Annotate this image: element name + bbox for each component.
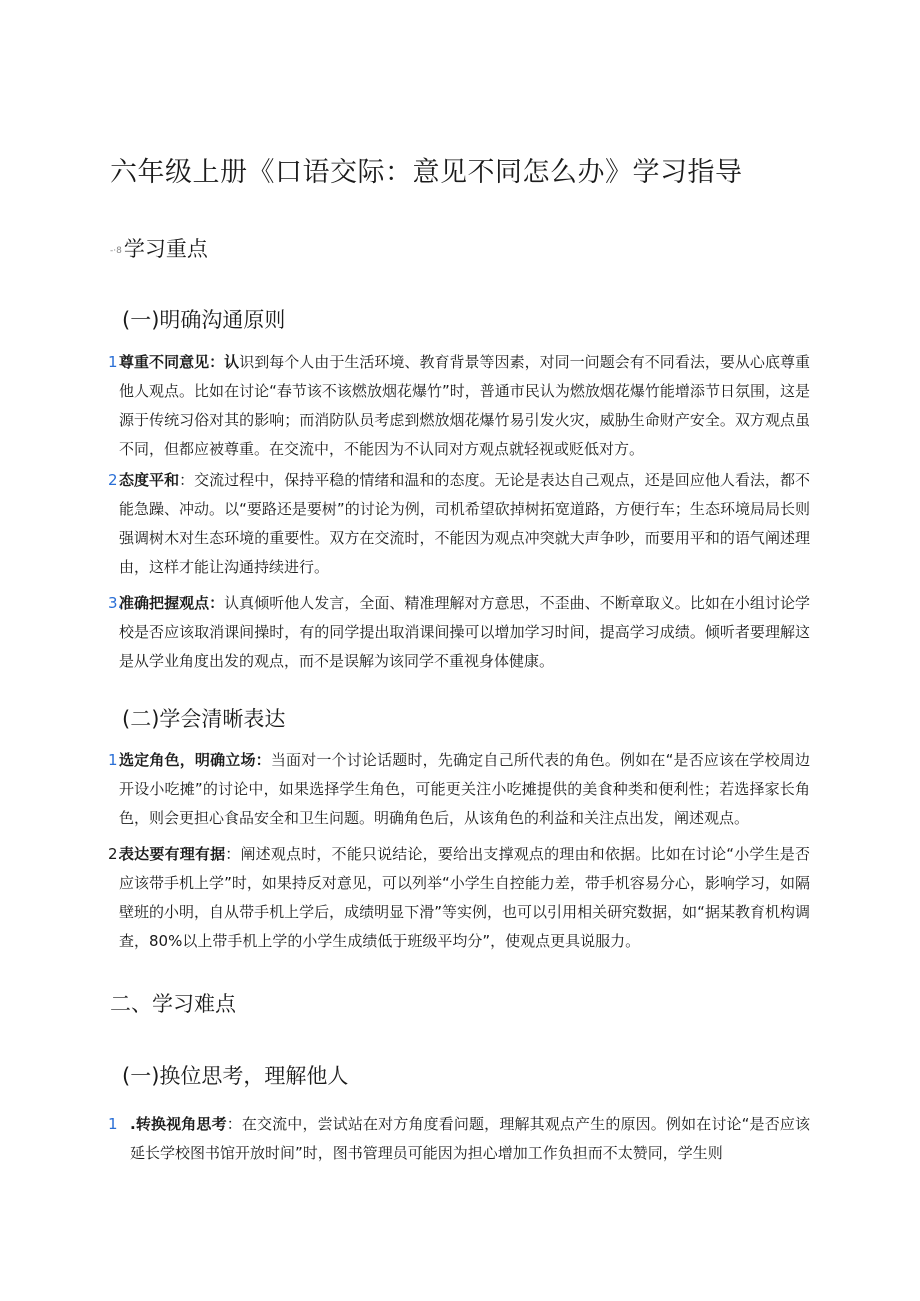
- item-text: ：交流过程中，保持平稳的情绪和温和的态度。无论是表达自己观点，还是回应他人看法，都不能急躁、冲动。以“要路还是要树”的讨论为例，司机希望砍掉树拓宽道路，方便行车；生态环境局局长则强调树木对生态环境的重要性。双方在交流时，不能因为观点冲突就大声争吵，而要用平和的语气阐述理由，这样才能让沟通持续进行。: [119, 471, 810, 576]
- item-text: ：在交流中，尝试站在对方角度看问题，理解其观点产生的原因。例如在讨论“是否应该延长学校图书馆开放时间”时，图书管理员可能因为担心增加工作负担而不太赞同，学生则: [130, 1115, 810, 1162]
- section-heading-key-points: [110, 233, 208, 263]
- subheading-clear-expression: (二)学会清晰表达: [122, 707, 286, 731]
- item-number: 2: [108, 471, 118, 489]
- item-text: 识到每个人由于生活环境、教育背景等因素，对同一问题会有不同看法，要从心底尊重他人观点。比如在讨论“春节该不该燃放烟花爆竹”时，普通市民认为燃放烟花爆竹能增添节日氛围，这是源于传统习俗对其的影响；而消防队员考虑到燃放烟花爆竹易引发火灾，威胁生命财产安全。双方观点虽不同，但都应被尊重。在交流中，不能因为不认同对方观点就轻视或贬低对方。: [119, 353, 810, 458]
- item-lead: 准确把握观点：: [119, 594, 225, 612]
- item-lead: 表达要有理有据: [119, 845, 226, 863]
- item-lead: .转换视角思考: [130, 1115, 227, 1133]
- section-heading-text: 学习重点: [123, 237, 208, 261]
- list-item: [108, 348, 810, 464]
- item-number: 1: [108, 751, 118, 769]
- section-marker: -·8: [110, 246, 122, 256]
- document-title: 六年级上册《口语交际：意见不同怎么办》学习指导: [110, 157, 743, 188]
- item-text: 认真倾听他人发言，全面、精准理解对方意思，不歪曲、不断章取义。比如在小组讨论学校是否应该取消课间操时，有的同学提出取消课间操可以增加学习时间，提高学习成绩。倾听者要理解这是从学业角度出发的观点，而不是误解为该同学不重视身体健康。: [119, 594, 810, 670]
- item-number: 2.: [108, 845, 123, 863]
- list-item: [108, 746, 810, 833]
- item-lead: 选定角色，明确立场：: [119, 751, 271, 769]
- subheading-communication-principles: (一)明确沟通原则: [122, 308, 286, 332]
- item-number: 3.: [108, 594, 123, 612]
- list-item: [108, 589, 810, 676]
- subheading-empathy: (一)换位思考，理解他人: [122, 1064, 349, 1088]
- item-lead: 尊重不同意见：认: [119, 353, 240, 371]
- list-item: [108, 1110, 810, 1168]
- item-number: 1: [108, 353, 118, 371]
- item-text: ：阐述观点时，不能只说结论，要给出支撑观点的理由和依据。比如在讨论“小学生是否应该带手机上学”时，如果持反对意见，可以列举“小学生自控能力差，带手机容易分心，影响学习，如隔壁班的小明，自从带手机上学后，成绩明显下滑”等实例，也可以引用相关研究数据，如“据某教育机构调查，80%以上带手机上学的小学生成绩低于班级平均分”，使观点更具说服力。: [119, 845, 810, 950]
- section-heading-difficulties: 二、学习难点: [110, 992, 236, 1016]
- item-text: 当面对一个讨论话题时，先确定自己所代表的角色。例如在“是否应该在学校周边开设小吃摊”的讨论中，如果选择学生角色，可能更关注小吃摊提供的美食种类和便利性；若选择家长角色，则会更担心食品安全和卫生问题。明确角色后，从该角色的利益和关注点出发，阐述观点。: [119, 751, 810, 827]
- item-number: 1: [108, 1115, 118, 1133]
- item-lead: 态度平和: [119, 471, 180, 489]
- list-item: [108, 840, 810, 956]
- list-item: [108, 466, 810, 582]
